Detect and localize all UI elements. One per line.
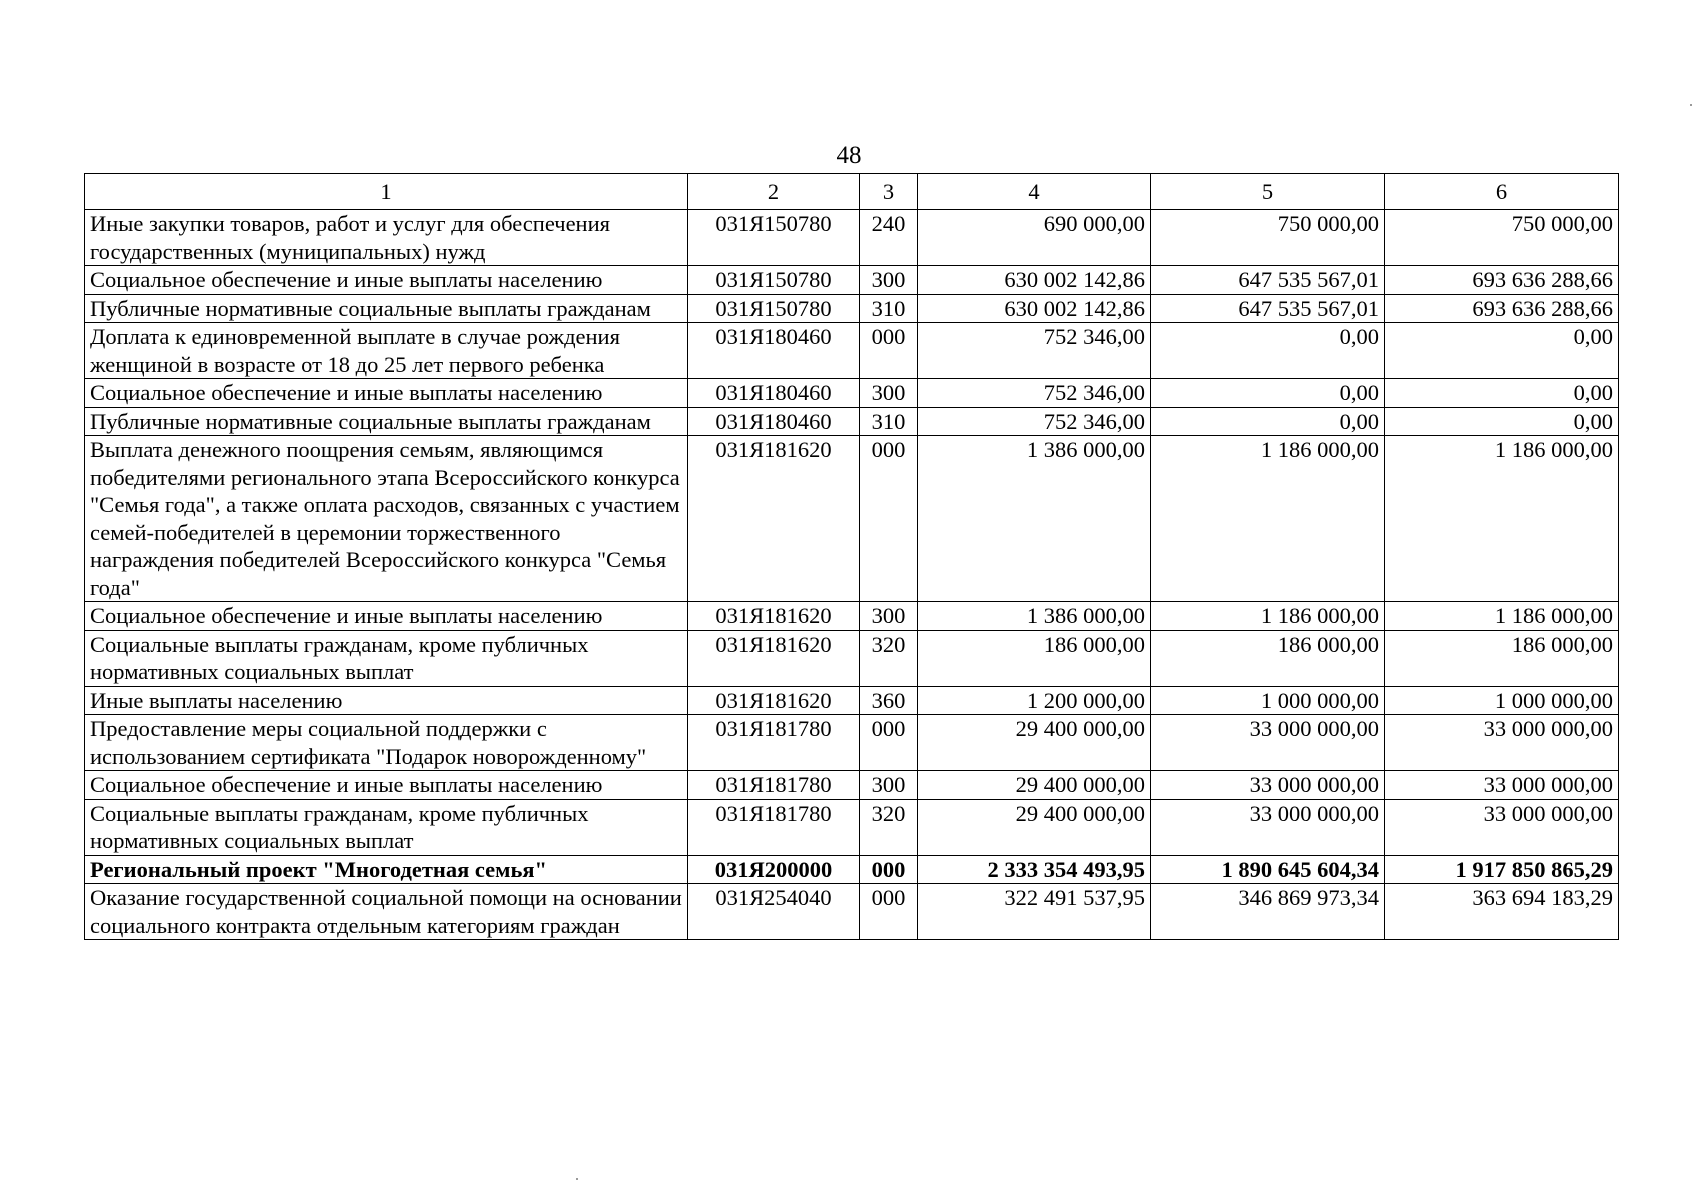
table-header (85, 174, 1619, 210)
row-value-6: 0,00 (1385, 407, 1619, 436)
table-row (85, 436, 1619, 602)
header-col-4: 4 (918, 174, 1151, 210)
row-code: 031Я150780 (688, 210, 860, 266)
row-name: Социальное обеспечение и иные выплаты населению (85, 602, 688, 631)
table-row (85, 630, 1619, 686)
table-row (85, 210, 1619, 266)
row-code: 031Я180460 (688, 323, 860, 379)
header-col-5: 5 (1151, 174, 1385, 210)
row-value-4: 2 333 354 493,95 (918, 855, 1151, 884)
row-value-6: 1 000 000,00 (1385, 686, 1619, 715)
row-value-4: 630 002 142,86 (918, 294, 1151, 323)
row-value-5: 647 535 567,01 (1151, 266, 1385, 295)
row-value-5: 1 000 000,00 (1151, 686, 1385, 715)
table-row (85, 884, 1619, 940)
row-name: Выплата денежного поощрения семьям, являющимся победителями регионального этапа Всероссийского конкурса "Семья года", а также оплата расходов, связанных с участием семей-победителей в церемонии торжественного награждения победителей Всероссийского конкурса "Семья года" (85, 436, 688, 602)
row-value-4: 1 386 000,00 (918, 436, 1151, 602)
row-type: 310 (860, 407, 918, 436)
row-code: 031Я181780 (688, 715, 860, 771)
row-value-4: 752 346,00 (918, 407, 1151, 436)
row-value-6: 0,00 (1385, 323, 1619, 379)
row-type: 360 (860, 686, 918, 715)
table-row (85, 686, 1619, 715)
row-value-6: 33 000 000,00 (1385, 799, 1619, 855)
header-col-3: 3 (860, 174, 918, 210)
row-name: Оказание государственной социальной помощи на основании социального контракта отдельным категориям граждан (85, 884, 688, 940)
table-body (85, 210, 1619, 940)
row-value-4: 690 000,00 (918, 210, 1151, 266)
row-type: 000 (860, 323, 918, 379)
header-row (85, 174, 1619, 210)
scan-speck (1690, 104, 1692, 106)
table-row (85, 602, 1619, 631)
row-type: 000 (860, 715, 918, 771)
row-type: 240 (860, 210, 918, 266)
table-row (85, 294, 1619, 323)
row-type: 300 (860, 379, 918, 408)
row-type: 320 (860, 799, 918, 855)
row-value-5: 33 000 000,00 (1151, 771, 1385, 800)
row-value-5: 0,00 (1151, 323, 1385, 379)
row-value-5: 0,00 (1151, 407, 1385, 436)
row-code: 031Я181780 (688, 799, 860, 855)
row-name: Социальное обеспечение и иные выплаты населению (85, 771, 688, 800)
row-value-5: 1 186 000,00 (1151, 602, 1385, 631)
row-value-4: 1 386 000,00 (918, 602, 1151, 631)
row-value-6: 1 186 000,00 (1385, 602, 1619, 631)
row-code: 031Я181620 (688, 630, 860, 686)
row-value-4: 29 400 000,00 (918, 715, 1151, 771)
row-type: 300 (860, 266, 918, 295)
row-value-4: 29 400 000,00 (918, 771, 1151, 800)
table-row (85, 407, 1619, 436)
row-value-5: 186 000,00 (1151, 630, 1385, 686)
table-row (85, 323, 1619, 379)
row-value-6: 363 694 183,29 (1385, 884, 1619, 940)
row-value-4: 752 346,00 (918, 323, 1151, 379)
row-name: Публичные нормативные социальные выплаты гражданам (85, 294, 688, 323)
row-value-5: 33 000 000,00 (1151, 799, 1385, 855)
row-name: Региональный проект "Многодетная семья" (85, 855, 688, 884)
header-col-6: 6 (1385, 174, 1619, 210)
row-code: 031Я181780 (688, 771, 860, 800)
row-code: 031Я180460 (688, 379, 860, 408)
row-value-5: 0,00 (1151, 379, 1385, 408)
row-value-4: 752 346,00 (918, 379, 1151, 408)
row-type: 000 (860, 436, 918, 602)
table-row (85, 715, 1619, 771)
row-name: Социальные выплаты гражданам, кроме публичных нормативных социальных выплат (85, 799, 688, 855)
row-name: Социальное обеспечение и иные выплаты населению (85, 266, 688, 295)
row-value-6: 33 000 000,00 (1385, 771, 1619, 800)
row-value-6: 0,00 (1385, 379, 1619, 408)
row-value-6: 186 000,00 (1385, 630, 1619, 686)
row-name: Социальное обеспечение и иные выплаты населению (85, 379, 688, 408)
row-value-5: 1 890 645 604,34 (1151, 855, 1385, 884)
row-value-6: 1 186 000,00 (1385, 436, 1619, 602)
scan-speck (576, 1178, 578, 1180)
row-value-5: 346 869 973,34 (1151, 884, 1385, 940)
row-value-5: 1 186 000,00 (1151, 436, 1385, 602)
row-type: 000 (860, 855, 918, 884)
row-value-5: 647 535 567,01 (1151, 294, 1385, 323)
page-number: 48 (836, 142, 862, 169)
row-code: 031Я200000 (688, 855, 860, 884)
row-code: 031Я150780 (688, 266, 860, 295)
row-name: Публичные нормативные социальные выплаты гражданам (85, 407, 688, 436)
row-type: 310 (860, 294, 918, 323)
row-name: Иные закупки товаров, работ и услуг для обеспечения государственных (муниципальных) нужд (85, 210, 688, 266)
row-name: Доплата к единовременной выплате в случае рождения женщиной в возрасте от 18 до 25 лет первого ребенка (85, 323, 688, 379)
row-code: 031Я150780 (688, 294, 860, 323)
row-type: 000 (860, 884, 918, 940)
row-value-4: 630 002 142,86 (918, 266, 1151, 295)
row-code: 031Я181620 (688, 436, 860, 602)
header-col-1: 1 (85, 174, 688, 210)
table-row (85, 266, 1619, 295)
row-type: 300 (860, 602, 918, 631)
row-name: Иные выплаты населению (85, 686, 688, 715)
row-value-5: 750 000,00 (1151, 210, 1385, 266)
row-value-6: 33 000 000,00 (1385, 715, 1619, 771)
row-type: 320 (860, 630, 918, 686)
row-code: 031Я181620 (688, 602, 860, 631)
row-value-4: 322 491 537,95 (918, 884, 1151, 940)
budget-table (84, 173, 1619, 940)
row-value-6: 750 000,00 (1385, 210, 1619, 266)
table-row-total (85, 855, 1619, 884)
row-value-5: 33 000 000,00 (1151, 715, 1385, 771)
row-type: 300 (860, 771, 918, 800)
header-col-2: 2 (688, 174, 860, 210)
row-value-6: 1 917 850 865,29 (1385, 855, 1619, 884)
table-row (85, 771, 1619, 800)
row-value-4: 186 000,00 (918, 630, 1151, 686)
row-value-4: 1 200 000,00 (918, 686, 1151, 715)
table-row (85, 799, 1619, 855)
row-code: 031Я254040 (688, 884, 860, 940)
table-row (85, 379, 1619, 408)
row-value-6: 693 636 288,66 (1385, 266, 1619, 295)
row-value-6: 693 636 288,66 (1385, 294, 1619, 323)
row-code: 031Я180460 (688, 407, 860, 436)
row-name: Предоставление меры социальной поддержки с использованием сертификата "Подарок новорожденному" (85, 715, 688, 771)
row-name: Социальные выплаты гражданам, кроме публичных нормативных социальных выплат (85, 630, 688, 686)
row-value-4: 29 400 000,00 (918, 799, 1151, 855)
row-code: 031Я181620 (688, 686, 860, 715)
